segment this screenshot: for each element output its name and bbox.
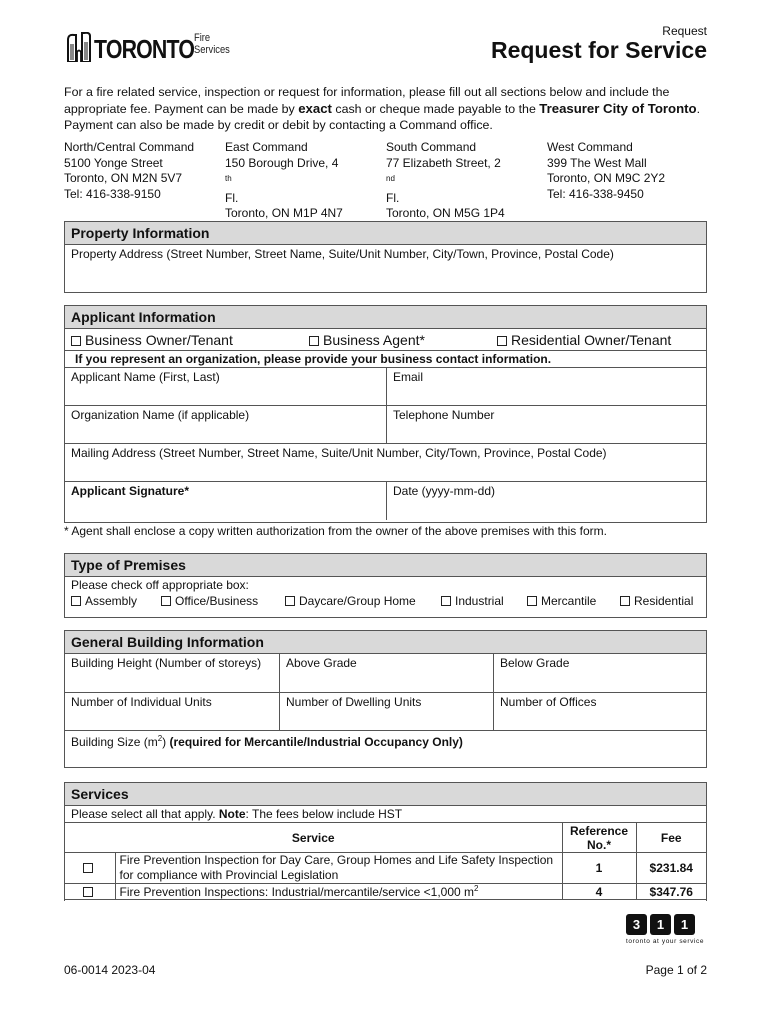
building-heading: General Building Information bbox=[65, 631, 706, 654]
premise-daycare[interactable]: Daycare/Group Home bbox=[285, 594, 441, 608]
applicant-row-1 bbox=[65, 367, 706, 405]
property-section bbox=[64, 221, 707, 293]
services-instruction: Please select all that apply. Note: The fees below include HST bbox=[71, 807, 403, 821]
organization-field[interactable]: Organization Name (if applicable) bbox=[71, 408, 250, 422]
email-field[interactable]: Email bbox=[386, 368, 706, 405]
checkbox[interactable] bbox=[309, 336, 319, 346]
form-code: 06-0014 2023-04 bbox=[64, 963, 156, 977]
applicant-row-3 bbox=[65, 443, 706, 481]
building-row-1 bbox=[65, 654, 706, 692]
service-name: Fire Prevention Inspection for Day Care, Group Homes and Life Safety Inspection for compliance with Provincial Legislation bbox=[115, 853, 562, 884]
checkbox[interactable] bbox=[161, 596, 171, 606]
service-checkbox-cell[interactable] bbox=[65, 884, 115, 900]
checkbox[interactable] bbox=[527, 596, 537, 606]
intro-paragraph: For a fire related service, inspection or request for information, please fill out all sections below and include the appropriate fee. Payment can be made by exact cash or cheque made payable to the Treasurer City of Toronto. Payment can also be made by credit or debit by contacting a Command office. bbox=[64, 85, 701, 132]
digit-box: 1 bbox=[674, 914, 695, 935]
premises-section bbox=[64, 553, 707, 618]
individual-units-field[interactable]: Number of Individual Units bbox=[71, 695, 212, 709]
premises-instruction: Please check off appropriate box: bbox=[71, 578, 249, 592]
applicant-type-row bbox=[65, 329, 706, 351]
col-fee: Fee bbox=[636, 823, 706, 853]
checkbox[interactable] bbox=[285, 596, 295, 606]
applicant-row-2 bbox=[65, 405, 706, 443]
premise-industrial[interactable]: Industrial bbox=[441, 594, 527, 608]
page-number: Page 1 of 2 bbox=[645, 963, 707, 977]
office-east: East Command 150 Borough Drive, 4 $^{th}$ Fl. Toronto, ON M1P 4N7 bbox=[225, 140, 343, 220]
doc-label: Request bbox=[662, 24, 707, 38]
applicant-row-4 bbox=[65, 481, 706, 520]
type-residential-owner[interactable]: Residential Owner/Tenant bbox=[497, 332, 671, 348]
dwelling-units-field[interactable]: Number of Dwelling Units bbox=[279, 693, 493, 730]
services-section bbox=[64, 782, 707, 901]
building-row-2 bbox=[65, 692, 706, 730]
building-row-3 bbox=[65, 730, 706, 767]
type-business-owner[interactable]: Business Owner/Tenant bbox=[71, 332, 309, 348]
checkbox[interactable] bbox=[83, 887, 93, 897]
office-west: West Command 399 The West Mall Toronto, ON M9C 2Y2 Tel: 416-338-9450 bbox=[547, 140, 666, 201]
page-title: Request for Service bbox=[490, 37, 707, 63]
checkbox[interactable] bbox=[71, 596, 81, 606]
below-grade-field[interactable]: Below Grade bbox=[493, 654, 706, 692]
date-field[interactable]: Date (yyyy-mm-dd) bbox=[386, 482, 706, 520]
col-service: Service bbox=[65, 823, 562, 853]
telephone-field[interactable]: Telephone Number bbox=[386, 406, 706, 443]
mailing-address-field[interactable]: Mailing Address (Street Number, Street Name, Suite/Unit Number, City/Town, Province, Postal Code) bbox=[71, 446, 607, 460]
building-height-label: Building Height (Number of storeys) bbox=[71, 656, 262, 670]
premise-mercantile[interactable]: Mercantile bbox=[527, 594, 620, 608]
services-header-row bbox=[65, 823, 706, 853]
service-reference: 1 bbox=[562, 853, 636, 884]
checkbox[interactable] bbox=[497, 336, 507, 346]
applicant-heading: Applicant Information bbox=[65, 306, 706, 329]
premise-residential[interactable]: Residential bbox=[620, 594, 693, 608]
logo-subtitle: Fire Services bbox=[194, 32, 230, 56]
signature-field[interactable]: Applicant Signature* bbox=[71, 484, 190, 498]
agent-note: * Agent shall enclose a copy written authorization from the owner of the above premises with this form. bbox=[64, 524, 607, 538]
type-business-agent[interactable]: Business Agent* bbox=[309, 332, 497, 348]
office-south: South Command 77 Elizabeth Street, 2 $^{nd}$ Fl. Toronto, ON M5G 1P4 bbox=[386, 140, 505, 220]
property-heading: Property Information bbox=[65, 222, 706, 245]
checkbox[interactable] bbox=[441, 596, 451, 606]
city-hall-icon bbox=[66, 32, 92, 62]
services-heading: Services bbox=[65, 783, 706, 806]
checkbox[interactable] bbox=[71, 336, 81, 346]
service-fee: $347.76 bbox=[636, 884, 706, 900]
digit-box: 3 bbox=[626, 914, 647, 935]
office-north-central: North/Central Command 5100 Yonge Street Toronto, ON M2N 5V7 Tel: 416-338-9150 bbox=[64, 140, 195, 201]
col-reference: Reference No.* bbox=[562, 823, 636, 853]
premise-assembly[interactable]: Assembly bbox=[71, 594, 161, 608]
building-size-field[interactable]: Building Size $(m^2)$ (required for Mercantile/Industrial Occupancy Only) bbox=[71, 734, 463, 749]
logo-wordmark: TORONTO bbox=[94, 34, 195, 64]
above-grade-field[interactable]: Above Grade bbox=[279, 654, 493, 692]
service-name: Fire Prevention Inspections: Industrial/mercantile/service <1,000 $m^2$ bbox=[115, 884, 562, 900]
building-section bbox=[64, 630, 707, 768]
applicant-name-field[interactable]: Applicant Name (First, Last) bbox=[71, 370, 220, 384]
premises-heading: Type of Premises bbox=[65, 554, 706, 577]
property-address-field[interactable]: Property Address (Street Number, Street Name, Suite/Unit Number, City/Town, Province, Postal Code) bbox=[71, 247, 614, 261]
org-note: If you represent an organization, please provide your business contact information. bbox=[75, 352, 552, 366]
services-table bbox=[65, 822, 706, 900]
toronto-311-logo bbox=[626, 914, 704, 945]
digit-box: 1 bbox=[650, 914, 671, 935]
offices-field[interactable]: Number of Offices bbox=[493, 693, 706, 730]
service-reference: 4 bbox=[562, 884, 636, 900]
applicant-section bbox=[64, 305, 707, 523]
service-fee: $231.84 bbox=[636, 853, 706, 884]
badge-tagline: toronto at your service bbox=[626, 938, 705, 945]
checkbox[interactable] bbox=[620, 596, 630, 606]
checkbox[interactable] bbox=[83, 863, 93, 873]
table-row bbox=[65, 884, 706, 900]
toronto-logo bbox=[66, 28, 230, 64]
table-row bbox=[65, 853, 706, 884]
service-checkbox-cell[interactable] bbox=[65, 853, 115, 884]
premise-office[interactable]: Office/Business bbox=[161, 594, 285, 608]
premises-options bbox=[65, 594, 706, 608]
